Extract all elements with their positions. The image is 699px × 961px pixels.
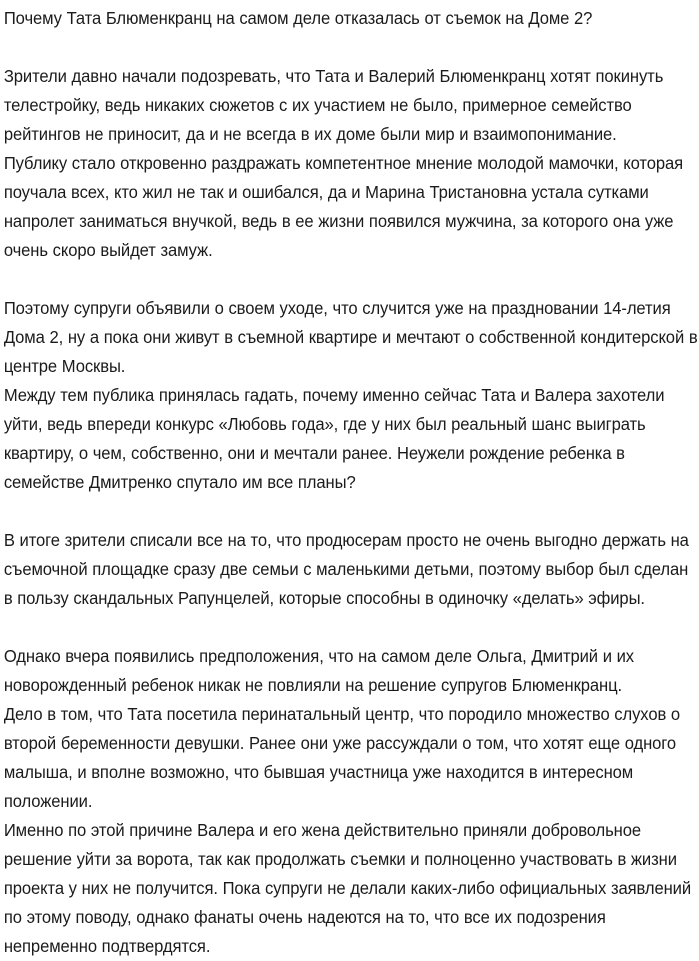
article-paragraph-8: Именно по этой причине Валера и его жена действительно приняли добровольное решение уйти за ворота, так как продолжать съемки и полноценно участвовать в жизни проекта у них не получится. Пока супруги не делали каких-либо официальных заявлений по этому поводу, однако фанаты очень надеются на то, что все их подозрения непременно подтвердятся. — [3, 820, 692, 956]
article-paragraph-5: В итоге зрители списали все на то, что продюсерам просто не очень выгодно держать на съемочной площадке сразу две семьи с маленькими детьми, поэтому выбор был сделан в пользу скандальных Рапунцелей, которые способны в одиночку «делать» эфиры. — [3, 530, 689, 608]
article-headline: Почему Тата Блюменкранц на самом деле отказалась от съемок на Доме 2? — [3, 8, 593, 28]
article-paragraph-7: Дело в том, что Тата посетила перинатальный центр, что породило множество слухов о второй беременности девушки. Ранее они уже рассуждали о том, что хотят еще одного малыша, и вполне возможно, что бывшая участница уже находится в интересном положении. — [3, 704, 681, 811]
paragraph-spacer — [0, 497, 699, 526]
paragraph-spacer — [0, 265, 699, 294]
article-paragraph-1: Зрители давно начали подозревать, что Тата и Валерий Блюменкранц хотят покинуть телестройку, ведь никаких сюжетов с их участием не было, примерное семейство рейтингов не приносит, да и не всегда в их доме были мир и взаимопонимание. — [3, 66, 664, 144]
article-paragraph-4: Между тем публика принялась гадать, почему именно сейчас Тата и Валера захотели уйти, ведь впереди конкурс «Любовь года», где у них был реальный шанс выиграть квартиру, о чем, собственно, они и мечтали ранее. Неужели рождение ребенка в семействе Дмитренко спутало им все планы? — [3, 385, 665, 492]
article-paragraph-6: Однако вчера появились предположения, что на самом деле Ольга, Дмитрий и их новорожденный ребенок никак не повлияли на решение супругов Блюменкранц. — [3, 646, 634, 695]
paragraph-spacer — [0, 613, 699, 642]
paragraph-spacer — [0, 33, 699, 62]
article-paragraph-2: Публику стало откровенно раздражать компетентное мнение молодой мамочки, которая поучала всех, кто жил не так и ошибался, да и Марина Тристановна устала сутками напролет заниматься внучкой, ведь в ее жизни появился мужчина, за которого она уже очень скоро выйдет замуж. — [3, 153, 684, 260]
article-paragraph-3: Поэтому супруги объявили о своем уходе, что случится уже на праздновании 14-летия Дома 2, ну а пока они живут в съемной квартире и мечтают о собственной кондитерской в центре Москвы. — [3, 298, 698, 376]
